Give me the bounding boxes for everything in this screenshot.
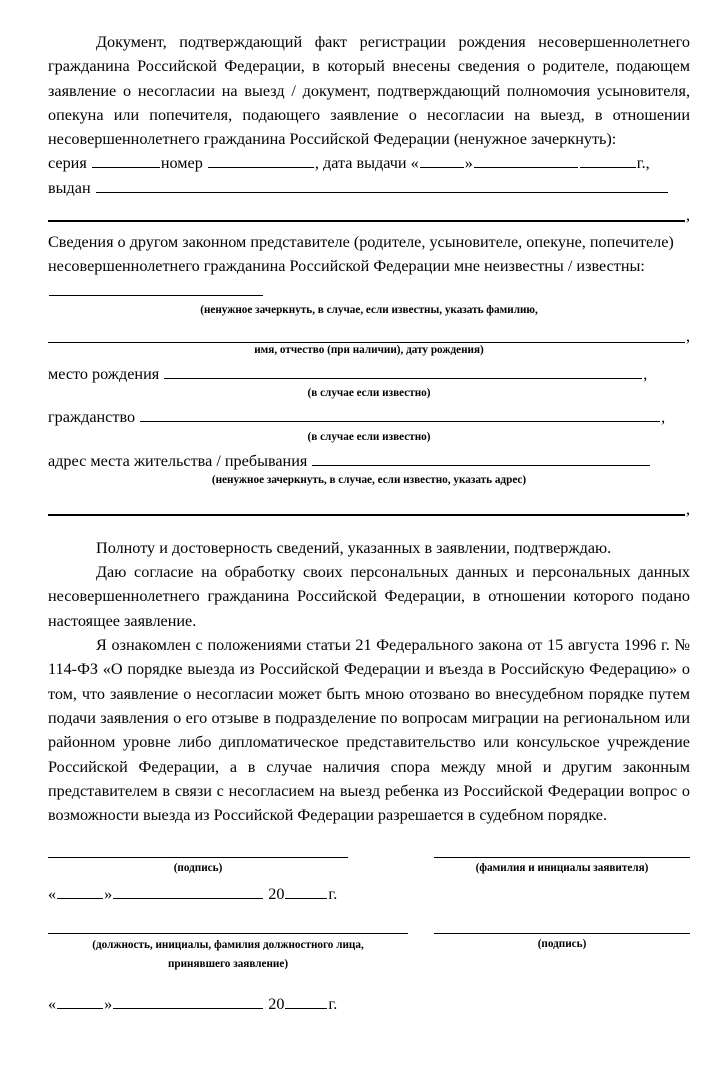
- caption-name-patronymic-dob: имя, отчество (при наличии), дату рождения): [254, 343, 484, 356]
- place-of-birth-label: место рождения: [48, 364, 164, 383]
- document-body: [48, 30, 690, 1016]
- rule-trailing-comma: ,: [685, 499, 690, 518]
- representative-name-rule[interactable]: [48, 328, 690, 343]
- paragraph-birth-document: Документ, подтверждающий факт регистрации рождения несовершеннолетнего гражданина Российской Федерации, в который внесены сведения о родителе, подающем заявление о несогласии на выезд / документ, подтверждающий полномочия усыновителя, опекуна или попечителя, подающего заявление о несогласии на выезд, в отношении несовершеннолетнего гражданина Российской Федерации (ненужное зачеркнуть):: [48, 33, 690, 149]
- paragraph-law-acknowledgement: Я ознакомлен с положениями статьи 21 Федерального закона от 15 августа 1996 г. № 114-ФЗ «О порядке выезда из Российской Федерации и въезда в Российскую Федерацию» о том, что заявление о несогласии может быть мною отозвано во внесудебном порядке путем подачи заявления о его отзыве в подразделение по вопросам миграции на региональном или районном уровне либо дипломатическое представительство или консульское учреждение Российской Федерации, а в случае наличия спора между мной и другим законным представителем в связи с несогласием на выезд ребенка из Российской Федерации вопрос о возможности выезда из Российской Федерации разрешается в судебном порядке.: [48, 636, 690, 825]
- date-quote-close: »: [104, 885, 113, 904]
- nomer-label: номер: [160, 154, 207, 173]
- rule-trailing-comma: ,: [685, 206, 690, 225]
- issue-year-blank[interactable]: [580, 152, 636, 168]
- issued-by-blank[interactable]: [96, 176, 668, 192]
- applicant-signature-field: [48, 855, 348, 876]
- official-date-row: [48, 992, 690, 1016]
- signature-block: [48, 855, 690, 1016]
- date-year-prefix: 20: [268, 885, 285, 904]
- applicant-signature-row: [48, 855, 690, 876]
- official-signature-row: [48, 931, 690, 972]
- official-details-field: [48, 931, 408, 972]
- date-quote-open: «: [48, 994, 57, 1013]
- issued-by-row: [48, 176, 690, 200]
- date-quote-close: »: [104, 994, 113, 1013]
- official-date-day-blank[interactable]: [57, 992, 103, 1008]
- applicant-name-line[interactable]: [434, 855, 690, 858]
- caption-official-signature: (подпись): [537, 937, 587, 950]
- address-blank[interactable]: [312, 449, 650, 465]
- applicant-date-month-blank[interactable]: [113, 883, 263, 899]
- paragraph-other-representative: Сведения о другом законном представителе (родителе, усыновителе, опекуне, попечителе) несовершеннолетнего гражданина Российской Федерации мне неизвестны / известны:: [48, 233, 674, 276]
- citizenship-comma: ,: [661, 408, 666, 427]
- known-representative-blank[interactable]: [49, 279, 263, 295]
- issued-by-label: выдан: [48, 178, 95, 197]
- caption-signature: (подпись): [173, 862, 223, 875]
- applicant-date-row: [48, 882, 690, 906]
- paragraph-confirm-completeness: Полноту и достоверность сведений, указанных в заявлении, подтверждаю.: [96, 538, 612, 557]
- official-details-line[interactable]: [48, 931, 408, 934]
- document-details-row: [48, 151, 690, 175]
- address-row: [48, 449, 690, 473]
- other-representative-block: [48, 230, 690, 303]
- caption-official-details-line2: принявшего заявление): [167, 957, 289, 970]
- caption-cross-out-surname: (ненужное зачеркнуть, в случае, если известны, указать фамилию,: [200, 303, 538, 316]
- place-of-birth-comma: ,: [643, 364, 648, 383]
- applicant-name-field: [434, 855, 690, 876]
- official-date-year-blank[interactable]: [285, 992, 327, 1008]
- applicant-date-day-blank[interactable]: [57, 883, 103, 899]
- address-label: адрес места жительства / пребывания: [48, 451, 312, 470]
- date-of-issue-label: , дата выдачи: [314, 154, 411, 173]
- year-suffix: г.,: [636, 154, 650, 173]
- official-signature-line[interactable]: [434, 931, 690, 934]
- issue-day-blank[interactable]: [420, 152, 464, 168]
- issue-month-blank[interactable]: [474, 152, 578, 168]
- caption-if-known-birthplace: (в случае если известно): [307, 387, 431, 400]
- quote-close: »: [464, 154, 473, 173]
- rule-segment[interactable]: [48, 328, 685, 343]
- rule-trailing-comma: ,: [685, 326, 690, 345]
- official-signature-field: [434, 931, 690, 952]
- date-year-suffix: г.: [328, 885, 338, 904]
- citizenship-blank[interactable]: [140, 406, 660, 422]
- official-date-month-blank[interactable]: [113, 992, 263, 1008]
- paragraph-personal-data-consent: Даю согласие на обработку своих персональных данных и персональных данных несовершеннолетнего гражданина Российской Федерации, в отношении которого подано настоящее заявление.: [48, 563, 690, 630]
- citizenship-label: гражданство: [48, 408, 140, 427]
- date-year-suffix: г.: [328, 994, 338, 1013]
- date-quote-open: «: [48, 885, 57, 904]
- place-of-birth-blank[interactable]: [164, 363, 642, 379]
- seria-input-blank[interactable]: [92, 152, 160, 168]
- issued-by-continuation-rule[interactable]: [48, 206, 690, 225]
- place-of-birth-row: [48, 362, 690, 386]
- caption-cross-out-address: (ненужное зачеркнуть, в случае, если известно, указать адрес): [211, 473, 527, 486]
- address-continuation-rule[interactable]: [48, 500, 690, 516]
- caption-applicant-name: (фамилия и инициалы заявителя): [475, 862, 649, 875]
- caption-if-known-citizenship: (в случае если известно): [307, 430, 431, 443]
- applicant-date-year-blank[interactable]: [285, 883, 327, 899]
- nomer-input-blank[interactable]: [208, 152, 314, 168]
- rule-segment[interactable]: [48, 206, 685, 222]
- quote-open: «: [410, 154, 419, 173]
- applicant-signature-line[interactable]: [48, 855, 348, 858]
- rule-segment[interactable]: [48, 500, 685, 516]
- seria-label: серия: [48, 154, 91, 173]
- citizenship-row: [48, 405, 690, 429]
- date-year-prefix: 20: [268, 994, 285, 1013]
- caption-official-details-line1: (должность, инициалы, фамилия должностного лица,: [92, 938, 364, 951]
